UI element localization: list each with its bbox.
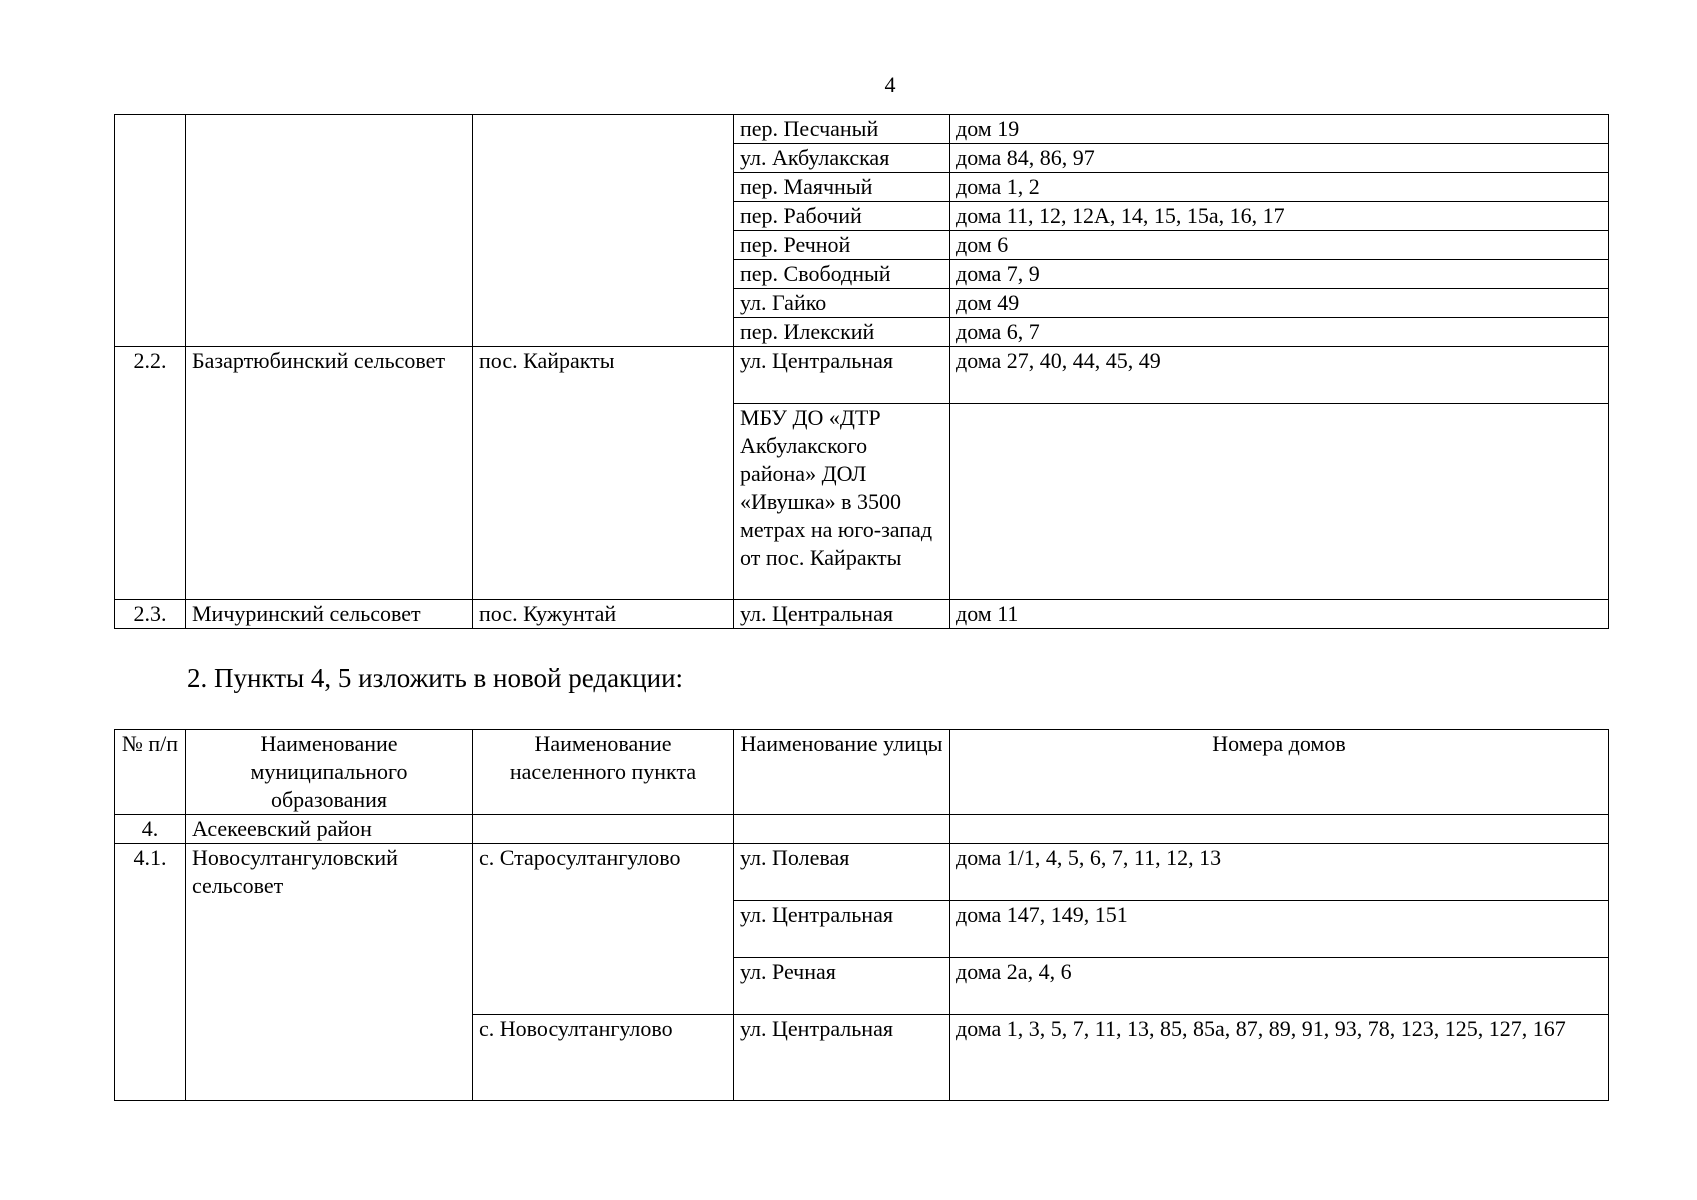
street-cell: ул. Акбулакская — [734, 144, 950, 173]
table-row — [115, 115, 1609, 144]
continuation-table — [114, 114, 1609, 629]
row-number: 2.3. — [115, 600, 186, 629]
street-cell: пер. Рабочий — [734, 202, 950, 231]
street-cell: ул. Полевая — [734, 844, 950, 901]
street-cell: ул. Речная — [734, 958, 950, 1015]
houses-cell: дом 49 — [950, 289, 1609, 318]
houses-cell: дома 147, 149, 151 — [950, 901, 1609, 958]
header-municipality: Наименование муниципального образования — [186, 730, 473, 815]
houses-cell: дома 84, 86, 97 — [950, 144, 1609, 173]
houses-cell: дома 1, 2 — [950, 173, 1609, 202]
settlement-cell: пос. Кужунтай — [473, 600, 734, 629]
table-cell — [186, 115, 473, 347]
settlement-cell: с. Старосултангулово — [473, 844, 734, 1015]
municipality-cell: Мичуринский сельсовет — [186, 600, 473, 629]
houses-cell: дом 11 — [950, 600, 1609, 629]
district-name: Асекеевский район — [186, 815, 473, 844]
street-cell: ул. Центральная — [734, 347, 950, 404]
houses-cell: дома 2а, 4, 6 — [950, 958, 1609, 1015]
settlement-cell: с. Новосултангулово — [473, 1015, 734, 1101]
houses-cell: дома 11, 12, 12А, 14, 15, 15а, 16, 17 — [950, 202, 1609, 231]
header-num: № п/п — [115, 730, 186, 815]
street-cell: пер. Свободный — [734, 260, 950, 289]
instruction-text: 2. Пункты 4, 5 изложить в новой редакции: — [187, 663, 684, 693]
header-row — [115, 730, 1609, 815]
municipality-cell: Новосултангуловский сельсовет — [186, 844, 473, 1101]
street-cell: ул. Центральная — [734, 600, 950, 629]
street-cell: ул. Гайко — [734, 289, 950, 318]
street-cell: пер. Речной — [734, 231, 950, 260]
houses-cell: дома 1, 3, 5, 7, 11, 13, 85, 85а, 87, 89, 91, 93, 78, 123, 125, 127, 167 — [950, 1015, 1609, 1101]
row-number: 2.2. — [115, 347, 186, 600]
houses-cell: дома 7, 9 — [950, 260, 1609, 289]
header-settlement: Наименование населенного пункта — [473, 730, 734, 815]
table-row — [115, 844, 1609, 901]
street-cell: МБУ ДО «ДТР Акбулакского района» ДОЛ «Ивушка» в 3500 метрах на юго-запад от пос. Кайракты — [734, 404, 950, 600]
page-number: 4 — [884, 72, 896, 97]
table-cell — [950, 815, 1609, 844]
settlement-cell: пос. Кайракты — [473, 347, 734, 600]
street-cell: пер. Песчаный — [734, 115, 950, 144]
municipality-cell: Базартюбинский сельсовет — [186, 347, 473, 600]
houses-cell: дом 19 — [950, 115, 1609, 144]
table-cell — [473, 115, 734, 347]
districts-table — [114, 729, 1609, 1101]
table-cell — [115, 115, 186, 347]
table-cell — [473, 815, 734, 844]
houses-cell: дом 6 — [950, 231, 1609, 260]
street-cell: ул. Центральная — [734, 1015, 950, 1101]
row-number: 4.1. — [115, 844, 186, 1101]
street-cell: ул. Центральная — [734, 901, 950, 958]
table-row — [115, 815, 1609, 844]
street-cell: пер. Илекский — [734, 318, 950, 347]
street-cell: пер. Маячный — [734, 173, 950, 202]
header-street: Наименование улицы — [734, 730, 950, 815]
table-cell — [734, 815, 950, 844]
houses-cell: дома 6, 7 — [950, 318, 1609, 347]
houses-cell: дома 27, 40, 44, 45, 49 — [950, 347, 1609, 404]
houses-cell: дома 1/1, 4, 5, 6, 7, 11, 12, 13 — [950, 844, 1609, 901]
table-row — [115, 600, 1609, 629]
row-number: 4. — [115, 815, 186, 844]
header-houses: Номера домов — [950, 730, 1609, 815]
table-row — [115, 347, 1609, 404]
houses-cell — [950, 404, 1609, 600]
